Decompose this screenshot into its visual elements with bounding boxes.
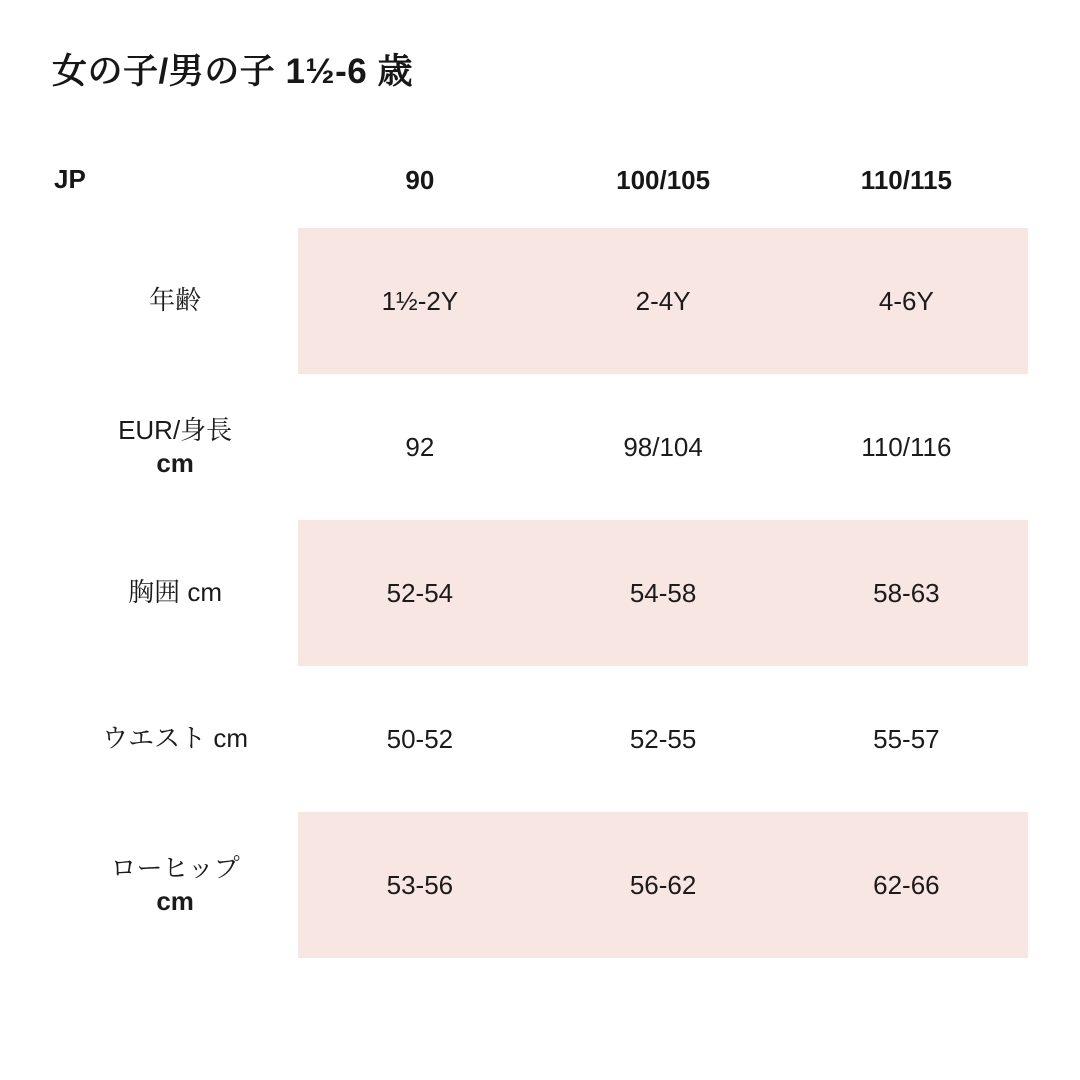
size-chart-table	[52, 132, 1028, 958]
cell-low-hip-100-105: 56-62	[541, 812, 784, 958]
row-label-chest: 胸囲 cm	[128, 577, 223, 608]
cell-waist-90: 50-52	[386, 723, 454, 754]
row-label-eur-height-line2: cm	[156, 448, 194, 478]
table-row	[52, 228, 1028, 374]
cell-chest-110-115: 58-63	[785, 520, 1028, 666]
table-row	[52, 812, 1028, 958]
table-row	[52, 374, 1028, 520]
header-col-2: 100/105	[616, 164, 711, 195]
cell-chest-90: 52-54	[298, 520, 541, 666]
cell-chest-100-105: 54-58	[541, 520, 784, 666]
cell-waist-100-105: 52-55	[629, 723, 697, 754]
row-label-low-hip	[52, 812, 298, 958]
cell-age-90: 1½-2Y	[298, 228, 541, 374]
table-row	[52, 520, 1028, 666]
row-label-eur-height-line1: EUR/身長	[118, 414, 233, 445]
header-col-1: 90	[405, 164, 435, 195]
header-col-3: 110/115	[860, 164, 952, 195]
cell-age-100-105: 2-4Y	[541, 228, 784, 374]
header-label-jp: JP	[54, 164, 86, 195]
row-label-low-hip-line1: ローヒップ	[110, 852, 240, 883]
cell-eur-height-110-115: 110/116	[861, 431, 952, 462]
cell-waist-110-115: 55-57	[873, 723, 940, 754]
row-label-low-hip-line2: cm	[156, 886, 194, 916]
cell-eur-height-100-105: 98/104	[623, 431, 703, 462]
cell-eur-height-90: 92	[405, 431, 435, 462]
row-label-age: 年齢	[149, 285, 202, 316]
cell-age-110-115: 4-6Y	[785, 228, 1028, 374]
row-label-eur-height	[52, 374, 298, 520]
row-label-waist: ウエスト cm	[102, 723, 249, 754]
cell-low-hip-110-115: 62-66	[785, 812, 1028, 958]
page-title: 女の子/男の子 1½-6 歳	[52, 52, 413, 91]
cell-low-hip-90: 53-56	[298, 812, 541, 958]
table-header-row	[52, 132, 1028, 228]
table-row	[52, 666, 1028, 812]
